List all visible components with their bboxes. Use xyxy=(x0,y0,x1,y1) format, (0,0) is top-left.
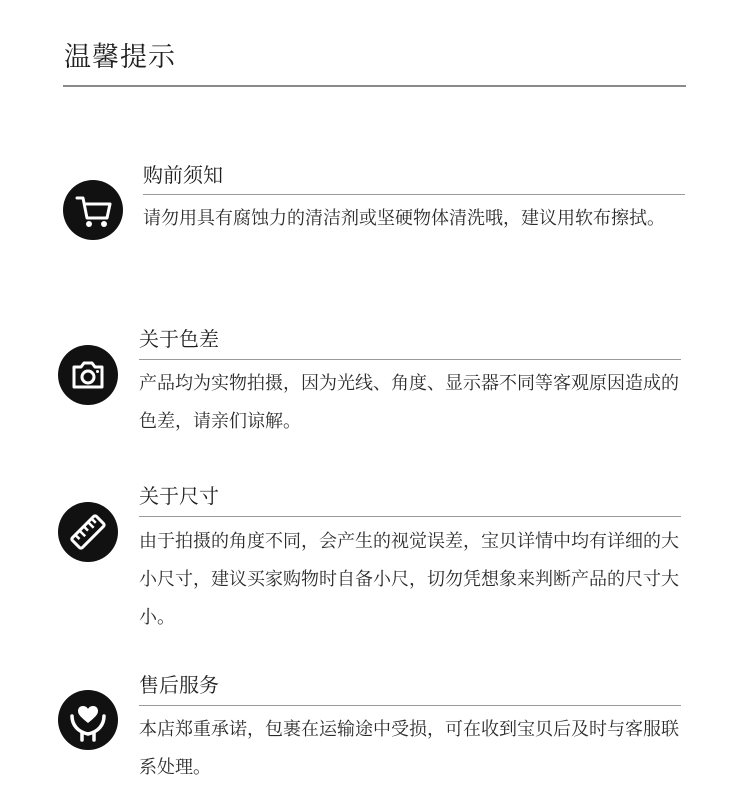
shopping-cart-icon xyxy=(63,180,123,240)
title-divider xyxy=(63,85,686,87)
section-divider xyxy=(139,516,681,517)
heart-in-hands-icon xyxy=(58,690,118,750)
ruler-icon xyxy=(58,502,118,562)
section-divider xyxy=(143,194,685,195)
section-divider xyxy=(139,705,681,706)
section-heading: 关于色差 xyxy=(139,327,219,351)
camera-icon xyxy=(58,345,118,405)
section-body: 产品均为实物拍摄，因为光线、角度、显示器不同等客观原因造成的色差，请亲们谅解。 xyxy=(139,373,679,432)
section-body: 请勿用具有腐蚀力的清洁剂或坚硬物体清洗哦，建议用软布擦拭。 xyxy=(143,208,665,229)
section-heading: 购前须知 xyxy=(143,163,223,187)
section-body: 本店郑重承诺，包裹在运输途中受损，可在收到宝贝后及时与客服联系处理。 xyxy=(139,719,679,778)
section-heading: 售后服务 xyxy=(139,673,219,697)
section-divider xyxy=(139,359,681,360)
section-heading: 关于尺寸 xyxy=(139,484,219,508)
section-body: 由于拍摄的角度不同，会产生的视觉误差，宝贝详情中均有详细的大小尺寸，建议买家购物时自备小尺，切勿凭想象来判断产品的尺寸大小。 xyxy=(139,531,679,628)
page-title: 温馨提示 xyxy=(64,42,176,73)
